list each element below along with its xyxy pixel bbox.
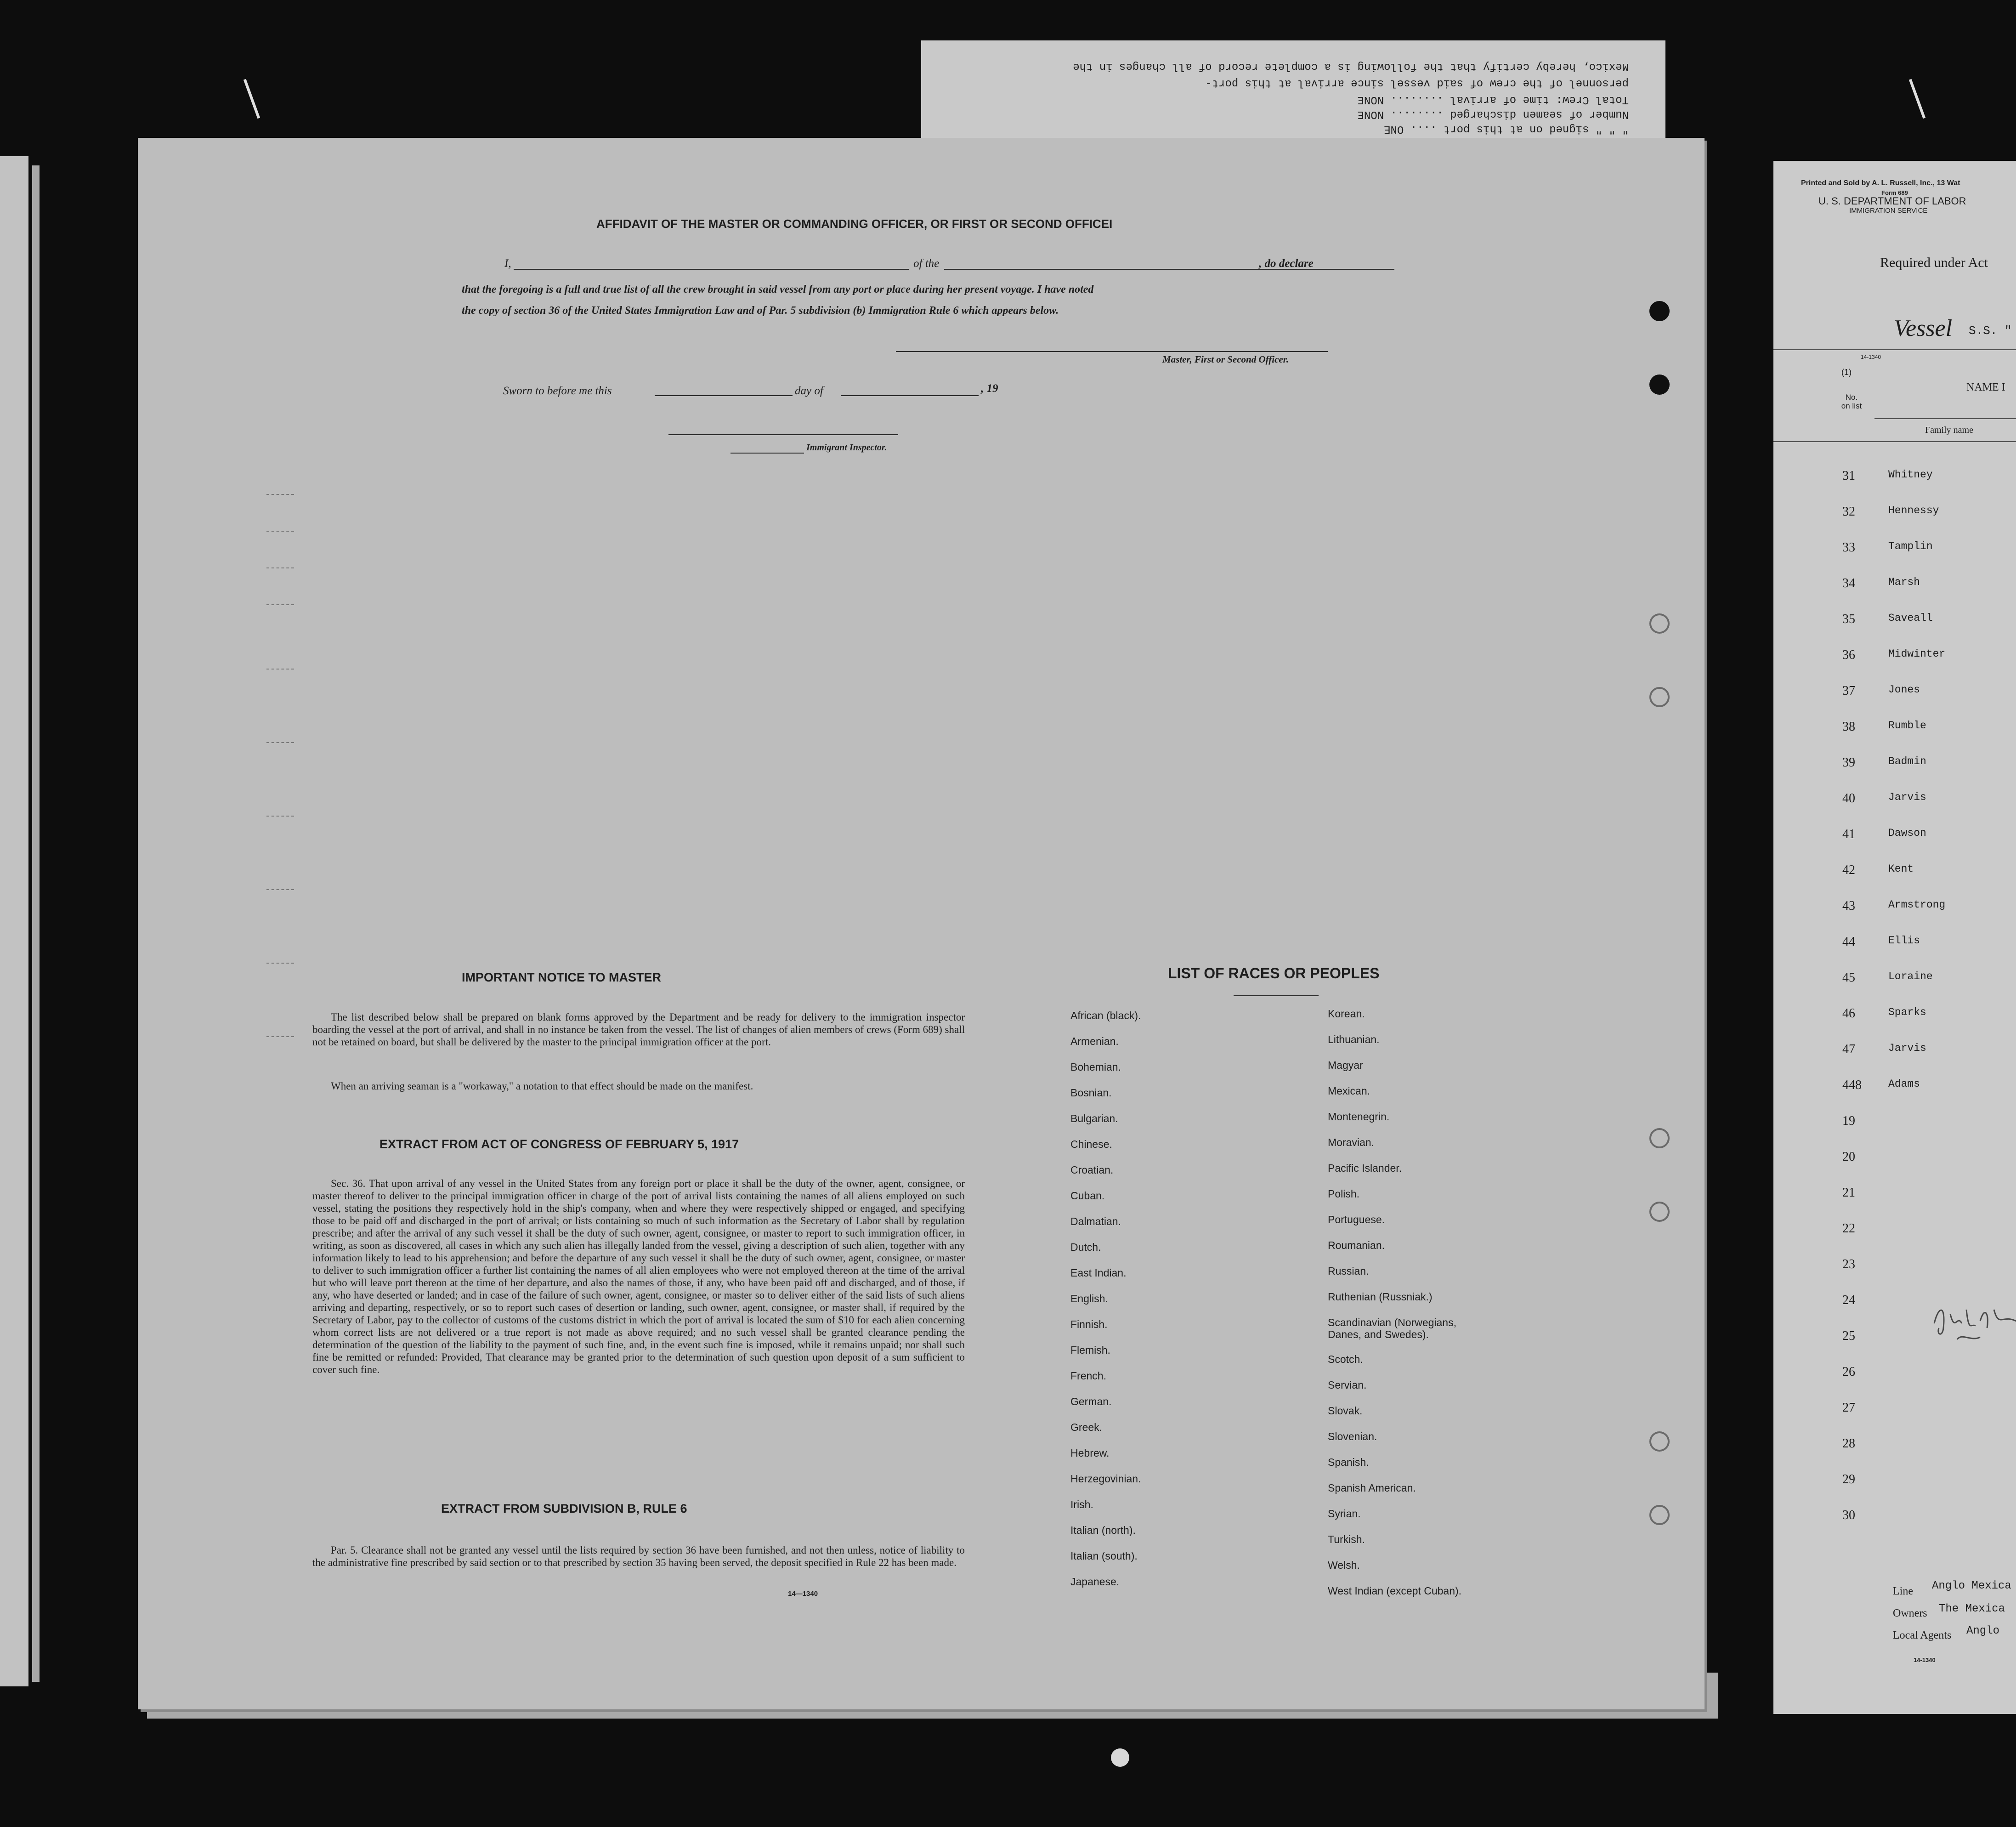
bleed-through-mark (266, 889, 294, 890)
crew-row (1773, 827, 2016, 845)
crew-row (1773, 791, 2016, 810)
adjacent-page-left-shadow (32, 165, 40, 1682)
crew-row (1773, 1042, 2016, 1061)
race-entry: Slovak. (1328, 1405, 1363, 1417)
race-entry: Moravian. (1328, 1136, 1374, 1148)
crew-row (1773, 648, 2016, 666)
race-entry: Dalmatian. (1070, 1215, 1121, 1227)
crew-list-number: 41 (1842, 827, 1855, 841)
race-entry: Servian. (1328, 1379, 1367, 1391)
race-entry: Spanish. (1328, 1456, 1369, 1468)
extract-act-text: Sec. 36. That upon arrival of any vessel in the United States from any foreign port or place it shall be the duty of the owner, agent, consignee, or master thereof to deliver to the principal immigration officer in charge of the port of arrival lists containing the names of all aliens employed on such vessel, stating the positions they respectively hold in the ship's company, when and where they were respectively shipped or engaged, and specifying those to be paid off and discharged in the port of arrival; or lists containing so much of such information as the Secretary of Labor shall by regulation prescribe; and after the arrival of any such vessel it shall be the duty of such owner, agent, consignee, or master to report to such immigration officer, in writing, as soon as discovered, all cases in which any such alien has illegally landed from the vessel, giving a description of such alien, together with any information likely to lead to his apprehension; and before the departure of any such vessel it shall be the duty of such owner, agent, consignee, or master to deliver to such immigration officer a further list containing the names of all alien employees who were not employed thereon at the time of the arrival but who will leave port thereon at the time of her departure, and also the names of those, if any, who have been paid off and discharged, and of those, if any, who have deserted or landed; and in case of the failure of such owner, agent, consignee, or master so to deliver either of the said lists of such aliens arriving and departing, respectively, or so to report such cases of desertion or landing, such owner, agent, consignee, or master shall, if required by the Secretary of Labor, pay to the collector of customs of the customs district in which the port of arrival is located the sum of $10 for each alien concerning whom correct lists are not delivered or a true report is not made as above required; and no such vessel shall be granted clearance pending the determination of the question of the liability to the payment of such fine, and, in the event such fine is imposed, while it remains unpaid; nor shall such fine be remitted or refunded: Provided, That clearance may be granted prior to the determination of such question upon deposit of a sum sufficient to cover such fine. (312, 1178, 965, 1375)
race-entry: Portuguese. (1328, 1214, 1385, 1226)
race-entry: Herzegovinian. (1070, 1473, 1141, 1485)
extract-rule-title: EXTRACT FROM SUBDIVISION B, RULE 6 (441, 1502, 687, 1515)
crew-list-number: 43 (1842, 899, 1855, 913)
bleed-through-mark (266, 669, 294, 670)
handwritten-signature (1930, 1296, 2016, 1346)
crew-family-name: Jarvis (1888, 791, 1926, 803)
affidavit-of-the: of the (913, 257, 940, 270)
crew-row (1773, 612, 2016, 630)
race-entry: Korean. (1328, 1008, 1365, 1020)
crew-list-number: 32 (1842, 505, 1855, 519)
race-entry: Armenian. (1070, 1035, 1119, 1047)
race-entry: Montenegrin. (1328, 1111, 1390, 1123)
form-number: Form 689 (1881, 189, 1908, 196)
slip-line: Mexico, hereby certify that the following is a complete record of all changes in the (1073, 60, 1629, 73)
printer-credit: Printed and Sold by A. L. Russell, Inc., 13 Wat (1801, 179, 1960, 187)
crew-list-number: 29 (1842, 1472, 1855, 1487)
owners-label: Owners (1893, 1607, 1927, 1619)
crew-list-number: 448 (1842, 1078, 1862, 1092)
slip-line: personnel of the crew of said vessel since arrival at this port- (1205, 77, 1629, 89)
race-entry: West Indian (except Cuban). (1328, 1585, 1462, 1597)
race-entry: Croatian. (1070, 1164, 1114, 1176)
race-entry: German. (1070, 1396, 1112, 1407)
crew-list-number: 47 (1842, 1042, 1855, 1056)
crew-family-name: Whitney (1888, 469, 1933, 481)
crew-row (1773, 970, 2016, 989)
crew-family-name: Saveall (1888, 612, 1933, 624)
race-entry: Lithuanian. (1328, 1033, 1380, 1045)
affidavit-do-declare: , do declare (1259, 257, 1314, 270)
crew-family-name: Dawson (1888, 827, 1926, 839)
crew-list-number: 46 (1842, 1006, 1855, 1021)
crew-list-number: 30 (1842, 1508, 1855, 1522)
races-title-rule (1234, 995, 1319, 996)
inspector-underline (731, 453, 804, 454)
race-entry: Syrian. (1328, 1508, 1361, 1520)
punch-hole (1649, 1505, 1670, 1525)
crew-list-number: 40 (1842, 791, 1855, 806)
crew-family-name: Badmin (1888, 755, 1926, 767)
crew-list-number: 35 (1842, 612, 1855, 626)
crew-list-number: 25 (1842, 1329, 1855, 1343)
form-number: 14—1340 (788, 1590, 818, 1598)
binder-clip-left (244, 79, 260, 119)
race-entry: Dutch. (1070, 1241, 1101, 1253)
affidavit-statement-line2: the copy of section 36 of the United States Immigration Law and of Par. 5 subdivision (b) Immigration Rule 6 which appears below. (462, 305, 1059, 317)
column-no-on-list: No. on list (1841, 393, 1862, 410)
race-entry: Bulgarian. (1070, 1112, 1118, 1124)
crew-row (1773, 469, 2016, 487)
upside-down-typed-slip (921, 40, 1665, 142)
race-entry: Bohemian. (1070, 1061, 1121, 1073)
main-form-page (138, 138, 1705, 1709)
crew-family-name: Sparks (1888, 1006, 1926, 1018)
crew-list-number: 39 (1842, 755, 1855, 770)
race-entry: Welsh. (1328, 1559, 1360, 1571)
crew-row (1773, 505, 2016, 523)
header-rule (1874, 418, 2016, 419)
crew-row (1773, 1401, 2016, 1419)
slip-line: " " " signed on at this port .... ONE (1384, 123, 1629, 135)
race-entry: Russian. (1328, 1265, 1369, 1277)
crew-family-name: Hennessy (1888, 505, 1939, 516)
line-label: Line (1893, 1585, 1913, 1597)
race-entry: Scandinavian (Norwegians, Danes, and Swedes). (1328, 1316, 1456, 1340)
race-entry: English. (1070, 1293, 1108, 1305)
crew-family-name: Midwinter (1888, 648, 1946, 660)
crew-list-number: 22 (1842, 1221, 1855, 1236)
race-entry: Polish. (1328, 1188, 1360, 1200)
crew-list-number: 38 (1842, 720, 1855, 734)
crew-row (1773, 1472, 2016, 1491)
adjacent-form-page (1773, 161, 2016, 1714)
crew-family-name: Jones (1888, 684, 1920, 696)
crew-row (1773, 1078, 2016, 1096)
department-name: U. S. DEPARTMENT OF LABOR (1818, 195, 1966, 207)
column-name-header: NAME I (1966, 381, 2005, 393)
race-entry: French. (1070, 1370, 1106, 1382)
race-entry: Spanish American. (1328, 1482, 1416, 1494)
crew-row (1773, 720, 2016, 738)
crew-family-name: Marsh (1888, 576, 1920, 588)
notice-paragraph-2: When an arriving seaman is a "workaway," a notation to that effect should be made on the manifest. (331, 1080, 753, 1092)
form-small-number: 14-1340 (1861, 354, 1881, 360)
inspector-caption: Immigrant Inspector. (806, 443, 887, 453)
crew-family-name: Loraine (1888, 970, 1933, 982)
race-entry: Italian (north). (1070, 1524, 1136, 1536)
extract-rule-text: Par. 5. Clearance shall not be granted any vessel until the lists required by section 36 have been furnished, and not then unless, notice of liability to the administrative fine prescribed by said section or to that prescribed by section 35 having been served, the deposit specified in Rule 22 has been made. (312, 1544, 965, 1568)
bleed-through-mark (266, 963, 294, 964)
crew-list-number: 21 (1842, 1186, 1855, 1200)
crew-list-number: 20 (1842, 1150, 1855, 1164)
punch-hole (1649, 613, 1670, 634)
crew-row (1773, 1221, 2016, 1240)
notice-paragraph-1: The list described below shall be prepared on blank forms approved by the Department and be ready for delivery to the immigration inspector boarding the vessel at the port of arrival, and shall in no instance be taken from the vessel. The list of changes of alien members of crews (Form 689) shall not be retained on board, but shall be delivered by the master to the principal immigration officer at the port. (312, 1011, 965, 1048)
crew-row (1773, 863, 2016, 881)
crew-row (1773, 1006, 2016, 1025)
master-signature-caption: Master, First or Second Officer. (1162, 354, 1289, 365)
race-entry: Turkish. (1328, 1533, 1365, 1545)
bleed-through-mark (266, 604, 294, 605)
crew-list-number: 42 (1842, 863, 1855, 877)
crew-list-number: 27 (1842, 1401, 1855, 1415)
column-number-label: (1) (1841, 368, 1852, 377)
crew-family-name: Rumble (1888, 720, 1926, 732)
crew-row (1773, 935, 2016, 953)
service-name: IMMIGRATION SERVICE (1849, 207, 1928, 215)
owners-value: The Mexica (1939, 1603, 2005, 1615)
bleed-through-mark (266, 567, 294, 568)
race-entry: Pacific Islander. (1328, 1162, 1402, 1174)
crew-family-name: Ellis (1888, 935, 1920, 947)
adjacent-page-left-edge (0, 156, 28, 1686)
race-entry: Chinese. (1070, 1138, 1112, 1150)
crew-row (1773, 684, 2016, 702)
crew-family-name: Tamplin (1888, 540, 1933, 552)
crew-row (1773, 1114, 2016, 1132)
sworn-day-line (655, 395, 793, 396)
crew-list-number: 33 (1842, 540, 1855, 555)
punch-hole (1649, 687, 1670, 707)
bleed-through-mark (266, 742, 294, 743)
crew-row (1773, 576, 2016, 595)
inspector-signature-line (668, 434, 898, 435)
crew-row (1773, 1365, 2016, 1383)
local-agents-label: Local Agents (1893, 1629, 1952, 1641)
bleed-through-mark (266, 816, 294, 817)
crew-list-number: 28 (1842, 1436, 1855, 1451)
column-family-name: Family name (1925, 425, 1973, 435)
punch-hole (1649, 374, 1670, 395)
crew-list-number: 34 (1842, 576, 1855, 590)
header-bottom-rule (1773, 441, 2016, 442)
crew-list-number: 37 (1842, 684, 1855, 698)
slip-line: Number of seamen discharged ........ NONE (1357, 108, 1629, 120)
sworn-month-line (841, 395, 979, 396)
crew-row (1773, 755, 2016, 774)
vessel-rule (1773, 349, 2016, 350)
race-entry: Hebrew. (1070, 1447, 1110, 1459)
race-entry: Mexican. (1328, 1085, 1370, 1097)
race-entry: Finnish. (1070, 1318, 1108, 1330)
race-entry: Slovenian. (1328, 1430, 1377, 1442)
races-column-1 (1070, 1010, 1141, 1601)
races-column-2 (1328, 1008, 1475, 1611)
race-entry: Roumanian. (1328, 1239, 1385, 1251)
required-under-act: Required under Act (1880, 255, 1988, 270)
punch-hole (1649, 1202, 1670, 1222)
crew-list-number: 44 (1842, 935, 1855, 949)
race-entry: Greek. (1070, 1421, 1103, 1433)
sworn-day-of: day of (795, 385, 823, 397)
race-entry: Scotch. (1328, 1353, 1363, 1365)
crew-row (1773, 1257, 2016, 1276)
race-entry: Magyar (1328, 1059, 1363, 1071)
crew-family-name: Armstrong (1888, 899, 1946, 911)
race-entry: Italian (south). (1070, 1550, 1138, 1562)
crew-list-number: 24 (1842, 1293, 1855, 1307)
bleed-through-mark (266, 531, 294, 532)
punch-hole (1649, 1431, 1670, 1452)
crew-row (1773, 1508, 2016, 1526)
race-entry: Flemish. (1070, 1344, 1110, 1356)
crew-family-name: Kent (1888, 863, 1914, 875)
crew-list-number: 45 (1842, 970, 1855, 985)
bleed-through-mark (266, 1036, 294, 1037)
bleed-through-mark (266, 494, 294, 495)
binder-clip-right (1909, 79, 1925, 119)
crew-row (1773, 1436, 2016, 1455)
crew-row (1773, 1186, 2016, 1204)
extract-act-title: EXTRACT FROM ACT OF CONGRESS OF FEBRUARY 5, 1917 (379, 1137, 739, 1151)
punch-hole (1649, 301, 1670, 321)
race-entry: Cuban. (1070, 1190, 1105, 1202)
crew-list-number: 26 (1842, 1365, 1855, 1379)
race-entry: Japanese. (1070, 1576, 1120, 1588)
affidavit-statement-line1: that the foregoing is a full and true list of all the crew brought in said vessel from any port or place during her present voyage. I have noted (462, 284, 1094, 295)
affidavit-vessel-line (944, 269, 1394, 270)
scanner-marker (1111, 1748, 1129, 1767)
race-entry: Irish. (1070, 1498, 1093, 1510)
affidavit-i-label: I, (504, 257, 511, 270)
local-agents-value: Anglo (1966, 1625, 2000, 1637)
footer-form-number: 14-1340 (1914, 1657, 1936, 1663)
races-title: LIST OF RACES OR PEOPLES (1168, 965, 1380, 982)
line-value: Anglo Mexica (1932, 1580, 2011, 1592)
crew-list-number: 23 (1842, 1257, 1855, 1271)
master-signature-line (896, 351, 1328, 352)
punch-hole (1649, 1128, 1670, 1148)
sworn-label: Sworn to before me this (503, 385, 612, 397)
crew-row (1773, 1150, 2016, 1168)
slip-line: Total Crew: time of arrival ........ NONE (1357, 93, 1629, 106)
crew-list-number: 36 (1842, 648, 1855, 662)
notice-title: IMPORTANT NOTICE TO MASTER (462, 970, 661, 984)
crew-family-name: Jarvis (1888, 1042, 1926, 1054)
vessel-label: Vessel (1894, 315, 1953, 341)
affidavit-title: AFFIDAVIT OF THE MASTER OR COMMANDING OFFICER, OR FIRST OR SECOND OFFICEI (596, 217, 1113, 231)
affidavit-name-line (514, 269, 909, 270)
crew-row (1773, 899, 2016, 917)
vessel-value: S.S. " (1969, 324, 2012, 338)
crew-family-name: Adams (1888, 1078, 1920, 1090)
race-entry: African (black). (1070, 1010, 1141, 1021)
race-entry: Bosnian. (1070, 1087, 1112, 1099)
race-entry: Ruthenian (Russniak.) (1328, 1291, 1433, 1303)
sworn-year: , 19 (981, 382, 998, 395)
crew-list-number: 19 (1842, 1114, 1855, 1128)
crew-row (1773, 540, 2016, 559)
crew-list-number: 31 (1842, 469, 1855, 483)
race-entry: East Indian. (1070, 1267, 1127, 1279)
